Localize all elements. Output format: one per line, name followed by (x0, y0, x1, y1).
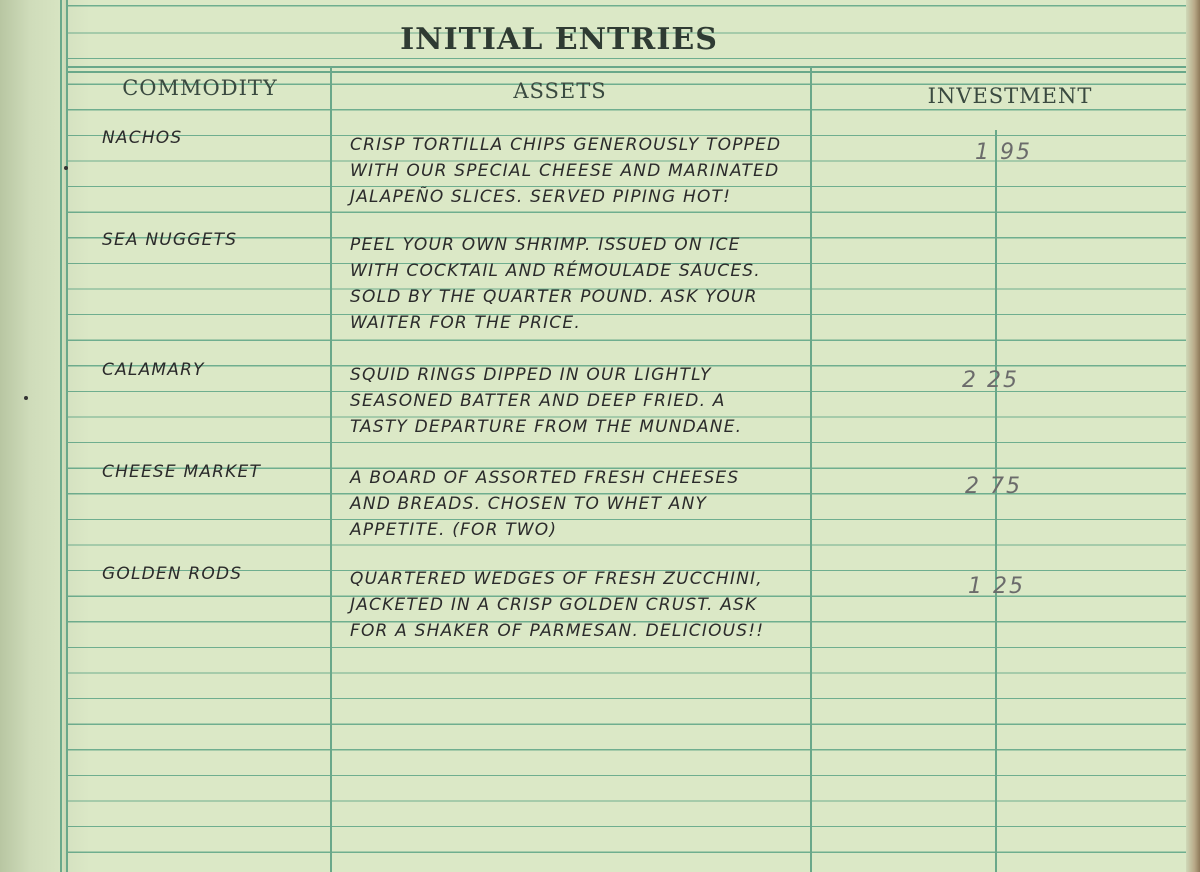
column-divider-2 (810, 68, 812, 872)
ink-dot (24, 396, 28, 400)
item-price: 2 75 (965, 474, 1022, 499)
description-line: JALAPEÑO SLICES. SERVED PIPING HOT! (350, 187, 732, 207)
description-line: WAITER FOR THE PRICE. (350, 313, 581, 333)
description-line: AND BREADS. CHOSEN TO WHET ANY (350, 494, 708, 514)
column-header-assets: ASSETS (513, 79, 607, 103)
description-line: TASTY DEPARTURE FROM THE MUNDANE. (350, 417, 743, 437)
description-line: PEEL YOUR OWN SHRIMP. ISSUED ON ICE (350, 235, 741, 255)
description-line: SQUID RINGS DIPPED IN OUR LIGHTLY (350, 365, 712, 385)
binding-gutter (0, 0, 68, 872)
item-price: 2 25 (962, 368, 1019, 393)
column-header-commodity: COMMODITY (122, 76, 278, 100)
header-rule-top (66, 66, 1186, 68)
item-name: SEA NUGGETS (102, 230, 238, 250)
item-name: GOLDEN RODS (102, 564, 243, 584)
description-line: WITH COCKTAIL AND RÉMOULADE SAUCES. (350, 261, 761, 281)
item-description (350, 566, 764, 644)
header-rule-bottom (66, 71, 1186, 73)
description-line: A BOARD OF ASSORTED FRESH CHEESES (350, 468, 740, 488)
item-price: 1 25 (968, 574, 1025, 599)
page-edge (1186, 0, 1200, 872)
item-description (350, 232, 761, 336)
description-line: SEASONED BATTER AND DEEP FRIED. A (350, 391, 726, 411)
item-name: CALAMARY (102, 360, 205, 380)
description-line: QUARTERED WEDGES OF FRESH ZUCCHINI, (350, 569, 763, 589)
item-name: CHEESE MARKET (102, 462, 262, 482)
item-description (350, 362, 742, 440)
column-header-investment: INVESTMENT (927, 84, 1093, 108)
item-price: 1 95 (975, 140, 1032, 165)
page-title: INITIAL ENTRIES (400, 22, 718, 57)
item-description (350, 465, 739, 543)
item-description (350, 132, 781, 210)
cents-divider (995, 130, 997, 872)
description-line: WITH OUR SPECIAL CHEESE AND MARINATED (350, 161, 780, 181)
column-divider-1 (330, 68, 332, 872)
item-name: NACHOS (102, 128, 183, 148)
ink-dot (64, 166, 68, 170)
description-line: SOLD BY THE QUARTER POUND. ASK YOUR (350, 287, 758, 307)
description-line: FOR A SHAKER OF PARMESAN. DELICIOUS!! (350, 621, 765, 641)
description-line: CRISP TORTILLA CHIPS GENEROUSLY TOPPED (350, 135, 782, 155)
description-line: JACKETED IN A CRISP GOLDEN CRUST. ASK (350, 595, 758, 615)
description-line: APPETITE. (FOR TWO) (350, 520, 558, 540)
